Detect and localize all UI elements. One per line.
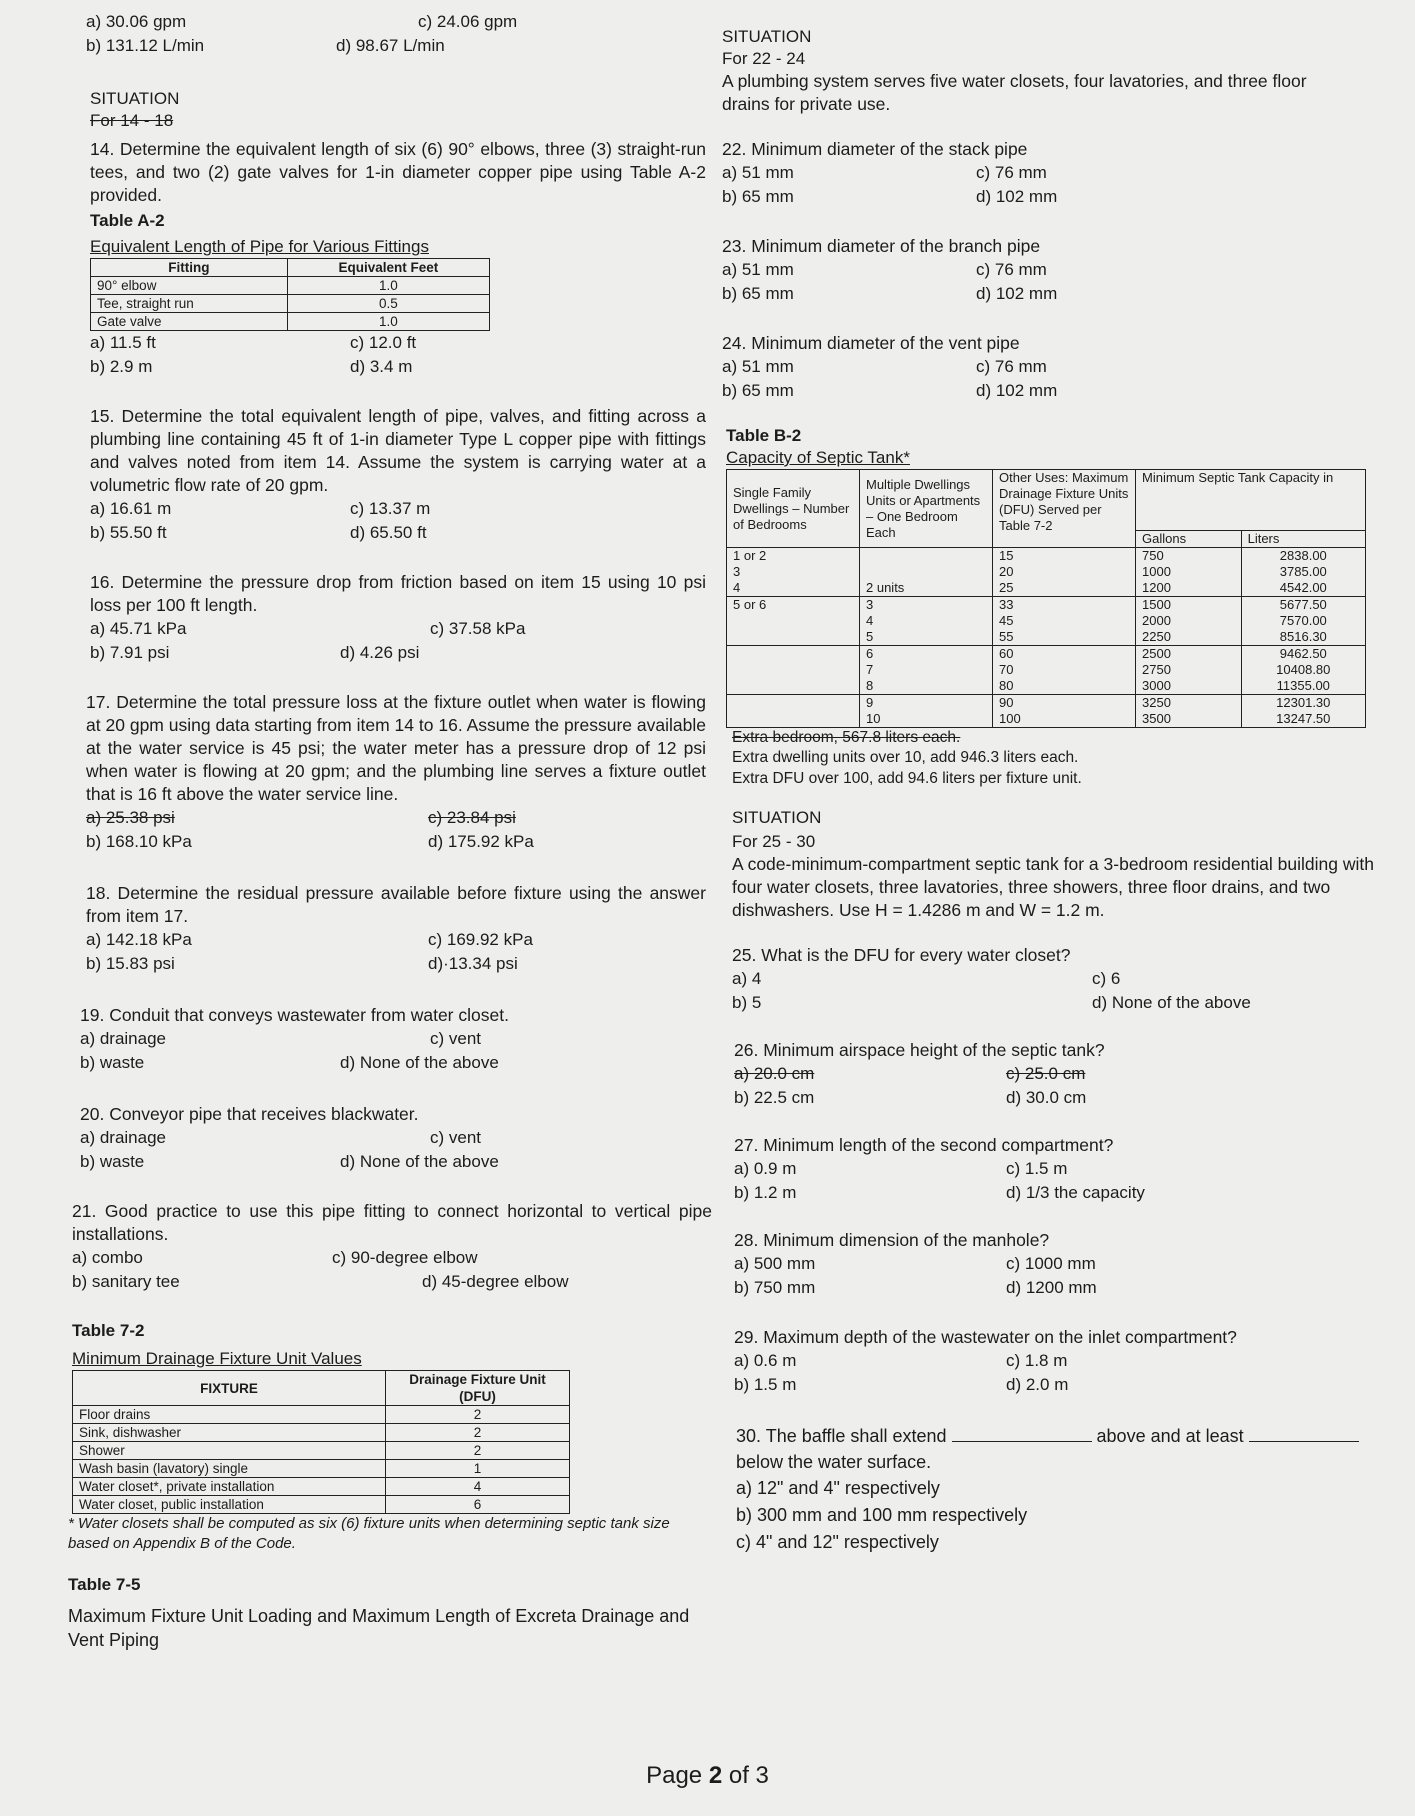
table-cell: 8516.30 [1279,629,1327,644]
option: a) 12" and 4" respectively [736,1478,940,1498]
option: d) 65.50 ft [350,523,427,542]
page-label: Page [646,1762,703,1789]
option: d) 3.4 m [350,357,413,376]
table-cell: 60 [999,646,1014,661]
table-cell: 2 units [866,580,905,595]
table-cell: 3000 [1142,678,1171,693]
table-cell: 45 [999,613,1014,628]
table-header: Liters [1241,531,1365,548]
question-30-part: above and at least [1096,1426,1244,1446]
table-cell: 2750 [1142,662,1171,677]
q16-options [90,617,706,665]
option: c) vent [430,1029,482,1048]
table-cell: Sink, dishwasher [73,1424,386,1442]
question-23: 23. Minimum diameter of the branch pipe [722,236,1041,256]
option: a) 16.61 m [90,499,172,518]
option: a) 0.9 m [734,1159,797,1178]
question-18: 18. Determine the residual pressure available before fixture using the answer from item 17. [86,883,706,926]
option: a) 30.06 gpm [86,12,187,31]
option: a) 142.18 kPa [86,930,192,949]
question-29: 29. Maximum depth of the wastewater on the inlet compartment? [734,1327,1237,1347]
option: d) 102 mm [976,187,1058,206]
question-26: 26. Minimum airspace height of the septic tank? [734,1040,1105,1060]
option: b) waste [80,1053,145,1072]
table-cell: 3 [733,564,741,579]
table-cell: 2838.00 [1279,548,1327,563]
table-header: Minimum Septic Tank Capacity in [1136,470,1366,531]
table-cell: 10 [866,711,881,726]
option: d) 175.92 kPa [428,832,534,851]
q20-options [80,1126,706,1174]
table-cell: 11355.00 [1276,678,1330,693]
option: b) 22.5 cm [734,1088,815,1107]
option: d) None of the above [340,1152,499,1171]
table-header: Gallons [1136,531,1242,548]
option: c) 1.8 m [1006,1351,1068,1370]
top-options [86,10,706,58]
option: b) sanitary tee [72,1272,180,1291]
option: d) 98.67 L/min [336,36,445,55]
table-cell: Tee, straight run [91,295,288,313]
table-row [91,313,490,331]
table-cell: 90 [999,695,1014,710]
table-cell: 100 [999,711,1021,726]
option: b) 1.2 m [734,1183,797,1202]
table-cell: 4 [386,1478,570,1496]
table-cell: 13247.50 [1276,711,1331,726]
table-cell: 2000 [1142,613,1171,628]
q21-options [72,1246,706,1294]
option: b) 750 mm [734,1278,816,1297]
table-row [73,1460,570,1478]
table-cell: 2500 [1142,646,1171,661]
option: c) 37.58 kPa [430,619,526,638]
table-header: Other Uses: Maximum Drainage Fixture Units (DFU) Served per Table 7-2 [993,470,1136,548]
option: b) 131.12 L/min [86,36,205,55]
table-row [73,1406,570,1424]
option: c) 76 mm [976,260,1047,279]
q26-options [734,1062,1382,1110]
q22-options [722,161,1382,209]
option: b) 5 [732,993,762,1012]
table-cell: 15 [999,548,1014,563]
option: a) 51 mm [722,163,794,182]
table-cell: 1.0 [287,313,489,331]
table-cell: 5677.50 [1279,597,1327,612]
option: c) 4" and 12" respectively [736,1532,939,1552]
table-cell: 4 [866,613,874,628]
option: d) 2.0 m [1006,1375,1069,1394]
table-cell: 0.5 [287,295,489,313]
table-cell: 7570.00 [1279,613,1327,628]
table-cell: 6 [386,1496,570,1514]
table-cell: 8 [866,678,874,693]
q15-options [90,497,706,545]
option: d) 1200 mm [1006,1278,1097,1297]
option: b) waste [80,1152,145,1171]
option: d)·13.34 psi [428,954,518,973]
option: c) 6 [1092,969,1121,988]
option: a) 0.6 m [734,1351,797,1370]
table-row [91,295,490,313]
page-total: 3 [755,1762,769,1789]
option: c) 23.84 psi [428,808,516,827]
table-cell: 10408.80 [1276,662,1331,677]
q23-options [722,258,1382,306]
situation-title: SITUATION [732,808,822,827]
option: b) 1.5 m [734,1375,797,1394]
table-cell: 1500 [1142,597,1171,612]
option: c) 76 mm [976,357,1047,376]
q24-options [722,355,1382,403]
table-header: Equivalent Feet [287,259,489,277]
question-19: 19. Conduit that conveys wastewater from water closet. [80,1005,509,1025]
question-24: 24. Minimum diameter of the vent pipe [722,333,1020,353]
table-row [727,646,1366,695]
option: c) 13.37 m [350,499,431,518]
option: d) 30.0 cm [1006,1088,1087,1107]
table-b2-caption: Capacity of Septic Tank* [726,448,910,467]
table-b2-title: Table B-2 [726,426,802,445]
table-row [727,548,1366,597]
table-72 [72,1370,570,1514]
table-cell: 6 [866,646,874,661]
option: c) 76 mm [976,163,1047,182]
option: d) 1/3 the capacity [1006,1183,1145,1202]
situation-range: For 14 - 18 [90,111,174,130]
left-column [68,10,712,1652]
option: c) 90-degree elbow [332,1248,478,1267]
option: c) 25.0 cm [1006,1064,1086,1083]
question-27: 27. Minimum length of the second compartment? [734,1135,1114,1155]
table-cell: Water closet*, private installation [73,1478,386,1496]
option: a) 11.5 ft [90,333,156,352]
option: a) 25.38 psi [86,808,175,827]
question-17: 17. Determine the total pressure loss at the fixture outlet when water is flowing at 20 gpm using data starting from item 14 to 16. Assume the pressure available at the water service is 45 psi; the water meter has a pressure drop of 12 psi when water is flowing at 20 gpm; and the plumbing line serves a fixture outlet that is 16 ft above the water service line. [86,692,706,804]
option: d) 45-degree elbow [422,1272,569,1291]
q25-options [732,967,1382,1015]
option: a) drainage [80,1029,167,1048]
table-a2 [90,258,490,331]
option: a) 4 [732,969,762,988]
table-cell: Floor drains [73,1406,386,1424]
table-cell: 3 [866,597,874,612]
option: d) 4.26 psi [340,643,420,662]
table-header: FIXTURE [73,1371,386,1406]
situation-range: For 25 - 30 [732,832,816,851]
table-header: Single Family Dwellings – Number of Bedrooms [727,470,860,548]
table-header: Multiple Dwellings Units or Apartments – One Bedroom Each [860,470,993,548]
table-cell: 25 [999,580,1014,595]
table-row [91,277,490,295]
question-14: 14. Determine the equivalent length of six (6) 90° elbows, three (3) straight-run tees, and two (2) gate valves for 1-in diameter copper pipe using Table A-2 provided. [90,139,706,205]
option: d) None of the above [1092,993,1251,1012]
table-cell: 2 [386,1424,570,1442]
table-row [73,1478,570,1496]
table-72-title: Table 7-2 [72,1321,145,1340]
question-30 [736,1423,1386,1475]
option: c) 12.0 ft [350,333,417,352]
table-cell: 1 [386,1460,570,1478]
table-row [73,1424,570,1442]
situation-description: A code-minimum-compartment septic tank for a 3-bedroom residential building with four water closets, three lavatories, three showers, three floor drains, and two dishwashers. Use H = 1.4286 m and W = 1.2 m. [732,854,1374,920]
table-row [73,1442,570,1460]
table-cell: 7 [866,662,874,677]
situation-title: SITUATION [90,89,180,108]
q17-options [86,806,706,854]
table-72-caption: Minimum Drainage Fixture Unit Values [72,1349,362,1368]
table-cell: 2 [386,1406,570,1424]
answer-blank [952,1441,1092,1442]
table-cell: 80 [999,678,1014,693]
table-cell: 2250 [1142,629,1171,644]
option: a) 500 mm [734,1254,816,1273]
situation-description: A plumbing system serves five water closets, four lavatories, and three floor drains for private use. [722,71,1307,114]
page-number: 2 [708,1762,723,1789]
table-72-note: * Water closets shall be computed as six (6) fixture units when determining septic tank size based on Appendix B of the Code. [68,1515,670,1552]
table-row [727,695,1366,728]
q14-options [90,331,706,379]
table-b2 [726,469,1366,728]
option: b) 7.91 psi [90,643,170,662]
table-cell: Gate valve [91,313,288,331]
question-21: 21. Good practice to use this pipe fitting to connect horizontal to vertical pipe installations. [72,1201,712,1244]
question-22: 22. Minimum diameter of the stack pipe [722,139,1028,159]
question-15: 15. Determine the total equivalent length of pipe, valves, and fitting across a plumbing line containing 45 ft of 1-in diameter Type L copper pipe with fittings and valves noted from item 14. Assume the system is carrying water at a volumetric flow rate of 20 gpm. [90,406,706,495]
table-cell: 9 [866,695,874,710]
question-20: 20. Conveyor pipe that receives blackwater. [80,1104,419,1124]
table-cell: 2 [386,1442,570,1460]
question-30-part: below the water surface. [736,1452,932,1472]
option: b) 65 mm [722,187,794,206]
table-cell: Wash basin (lavatory) single [73,1460,386,1478]
q29-options [734,1349,1382,1397]
table-cell: 4 [733,580,741,595]
table-b2-note: Extra DFU over 100, add 94.6 liters per fixture unit. [732,770,1082,787]
option: d) None of the above [340,1053,499,1072]
table-cell: 1000 [1142,564,1171,579]
q28-options [734,1252,1382,1300]
table-cell: 5 or 6 [733,597,767,612]
table-cell: 1200 [1142,580,1171,595]
option: d) 102 mm [976,381,1058,400]
answer-blank [1249,1441,1359,1442]
situation-range: For 22 - 24 [722,49,806,68]
page-of-label: of [728,1762,749,1789]
option: b) 15.83 psi [86,954,175,973]
option: a) 51 mm [722,260,794,279]
table-cell: 12301.30 [1276,695,1331,710]
table-cell: 70 [999,662,1014,677]
table-75-title: Table 7-5 [68,1575,141,1594]
option: a) 45.71 kPa [90,619,187,638]
option: b) 168.10 kPa [86,832,192,851]
situation-title: SITUATION [722,27,812,46]
option: d) 102 mm [976,284,1058,303]
question-16: 16. Determine the pressure drop from friction based on item 15 using 10 psi loss per 100 ft length. [90,572,706,615]
option: b) 65 mm [722,381,794,400]
table-cell: Water closet, public installation [73,1496,386,1514]
table-header: Drainage Fixture Unit (DFU) [386,1371,570,1406]
table-cell: 1 or 2 [733,548,767,563]
table-cell: 90° elbow [91,277,288,295]
table-cell: 4542.00 [1279,580,1327,595]
question-30-part: 30. The baffle shall extend [736,1426,947,1446]
table-row [727,597,1366,646]
table-cell: 5 [866,629,874,644]
table-b2-note: Extra bedroom, 567.8 liters each. [732,729,961,746]
page-footer [0,1762,1415,1790]
table-cell: 3250 [1142,695,1171,710]
table-row [73,1496,570,1514]
option: c) 1.5 m [1006,1159,1068,1178]
table-header: Fitting [91,259,288,277]
option: c) 169.92 kPa [428,930,533,949]
option: c) 1000 mm [1006,1254,1096,1273]
table-cell: 33 [999,597,1014,612]
table-75-caption: Maximum Fixture Unit Loading and Maximum Length of Excreta Drainage and Vent Piping [68,1606,690,1650]
table-a2-caption: Equivalent Length of Pipe for Various Fittings [90,237,429,256]
right-column [722,26,1382,1556]
option: c) vent [430,1128,482,1147]
option: a) combo [72,1248,143,1267]
table-b2-note: Extra dwelling units over 10, add 946.3 liters each. [732,749,1079,766]
question-25: 25. What is the DFU for every water closet? [732,945,1071,965]
q18-options [86,928,706,976]
option: b) 300 mm and 100 mm respectively [736,1505,1028,1525]
option: a) 20.0 cm [734,1064,815,1083]
table-cell: 3785.00 [1279,564,1327,579]
table-cell: 9462.50 [1279,646,1327,661]
table-cell: 1.0 [287,277,489,295]
option: a) drainage [80,1128,167,1147]
table-cell: 3500 [1142,711,1171,726]
option: b) 2.9 m [90,357,153,376]
table-cell: Shower [73,1442,386,1460]
table-cell: 750 [1142,548,1164,563]
option: c) 24.06 gpm [418,12,518,31]
option: a) 51 mm [722,357,794,376]
q27-options [734,1157,1382,1205]
table-cell: 55 [999,629,1014,644]
option: b) 55.50 ft [90,523,167,542]
q19-options [80,1027,706,1075]
table-a2-title: Table A-2 [90,211,165,230]
table-cell: 20 [999,564,1014,579]
question-28: 28. Minimum dimension of the manhole? [734,1230,1050,1250]
option: b) 65 mm [722,284,794,303]
